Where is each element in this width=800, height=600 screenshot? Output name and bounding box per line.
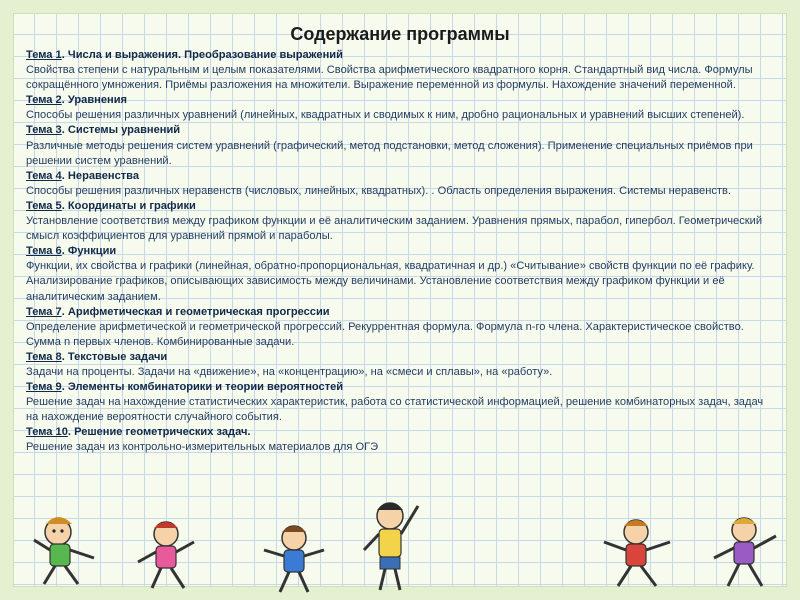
kid-red-shirt-illustration bbox=[586, 514, 686, 594]
topic-number: Тема 2 bbox=[26, 94, 62, 107]
kid-purple-shirt-illustration bbox=[700, 512, 790, 594]
topic-description: Функции, их свойства и графики (линейная, обратно-пропорциональная, квадратичная и др.) «Считывание» свойств функции по её графику. Анализирование графиков, описывающих зависимость между величинами. Установление соответствия между графиком функции и её аналитическим заданием. bbox=[26, 260, 755, 303]
kid-green-shirt-illustration bbox=[28, 512, 124, 592]
topics-list bbox=[26, 48, 766, 456]
topic-4: Тема 4. Неравенства Способы решения различных неравенств (числовых, линейных, квадратных). . Область определения выражения. Системы неравенств. bbox=[26, 169, 731, 197]
topic-6: Тема 6. Функции Функции, их свойства и графики (линейная, обратно-пропорциональная, квадратичная и др.) «Считывание» свойств функции по её графику. Анализирование графиков, описывающих зависимость между величинами. Установление соответствия между графиком функции и её аналитическим заданием. bbox=[26, 245, 755, 303]
topic-name: Числа и выражения. Преобразование выражений bbox=[67, 49, 343, 61]
topic-description: Способы решения различных неравенств (числовых, линейных, квадратных). . Область определения выражения. Системы неравенств. bbox=[26, 184, 731, 197]
topic-1: Тема 1. Числа и выражения. Преобразование выражений Свойства степени с натуральным и целым показателями. Свойства арифметического квадратного корня. Стандартный вид числа. Формулы сокращённого умножения. Приёмы разложения на множители. Выражение переменной из формулы. Нахождение значений переменной. bbox=[26, 49, 753, 92]
topic-description: Задачи на проценты. Задачи на «движение», на «концентрацию», на «смеси и сплавы», на «работу». bbox=[26, 365, 553, 378]
topic-description: Установление соответствия между графиком функции и её аналитическим заданием. Уравнения прямых, парабол, гипербол. Геометрический смысл коэффициентов для уравнений прямой и параболы. bbox=[26, 215, 763, 243]
topic-description: Различные методы решения систем уравнений (графический, метод подстановки, метод сложения). Применение специальных приёмов при решении систем уравнений. bbox=[26, 139, 753, 167]
topic-8: Тема 8. Текстовые задачи Задачи на проценты. Задачи на «движение», на «концентрацию», на «смеси и сплавы», на «работу». bbox=[26, 350, 553, 378]
topic-name: Уравнения bbox=[67, 94, 128, 107]
topic-2: Тема 2. Уравнения Способы решения различных уравнений (линейных, квадратных и сводимых к ним, дробно рациональных и уравнений высших степеней). bbox=[26, 94, 745, 122]
topic-number: Тема 3 bbox=[26, 124, 62, 137]
topic-number: Тема 5 bbox=[26, 199, 62, 212]
topic-name: Текстовые задачи bbox=[67, 350, 168, 363]
topic-name: Арифметическая и геометрическая прогрессии bbox=[67, 305, 330, 318]
kid-blue-shirt-illustration bbox=[250, 520, 340, 598]
topic-name: Неравенства bbox=[67, 169, 140, 182]
topic-name: Функции bbox=[67, 245, 117, 258]
topic-3: Тема 3. Системы уравнений Различные методы решения систем уравнений (графический, метод подстановки, метод сложения). Применение специальных приёмов при решении систем уравнений. bbox=[26, 124, 753, 167]
topic-number: Тема 10 bbox=[26, 426, 68, 439]
page-title: Содержание программы bbox=[290, 24, 510, 44]
topic-7: Тема 7. Арифметическая и геометрическая прогрессии Определение арифметической и геометрической прогрессий. Рекуррентная формула. Формула n-го члена. Характеристическое свойство. Сумма n первых членов. Комбинированные задачи. bbox=[26, 305, 744, 348]
topic-number: Тема 9 bbox=[26, 381, 62, 394]
topic-5: Тема 5. Координаты и графики Установление соответствия между графиком функции и её аналитическим заданием. Уравнения прямых, парабол, гипербол. Геометрический смысл коэффициентов для уравнений прямой и параболы. bbox=[26, 199, 763, 243]
topic-number: Тема 8 bbox=[26, 350, 62, 363]
topic-number: Тема 1 bbox=[26, 49, 62, 61]
topic-description: Решение задач из контрольно-измерительных материалов для ОГЭ bbox=[26, 441, 379, 454]
kid-yellow-shirt-illustration bbox=[352, 496, 428, 596]
topic-number: Тема 7 bbox=[26, 305, 62, 318]
topic-number: Тема 4 bbox=[26, 169, 62, 182]
topic-name: Решение геометрических задач. bbox=[74, 426, 251, 439]
topic-description: Способы решения различных уравнений (линейных, квадратных и сводимых к ним, дробно рациональных и уравнений высших степеней). bbox=[26, 109, 745, 122]
topic-name: Системы уравнений bbox=[67, 124, 181, 137]
topic-number: Тема 6 bbox=[26, 245, 62, 258]
topic-description: Определение арифметической и геометрической прогрессий. Рекуррентная формула. Формула n-го члена. Характеристическое свойство. Сумма n первых членов. Комбинированные задачи. bbox=[26, 320, 744, 348]
topic-description: Решение задач на нахождение статистических характеристик, работа со статистической информацией, решение комбинаторных задач, задач на нахождение вероятности случайного события. bbox=[26, 396, 764, 424]
topic-name: Элементы комбинаторики и теории вероятностей bbox=[67, 381, 344, 394]
topic-10: Тема 10. Решение геометрических задач. Решение задач из контрольно-измерительных материалов для ОГЭ bbox=[26, 426, 379, 454]
kid-pink-shirt-illustration bbox=[128, 518, 208, 594]
topic-name: Координаты и графики bbox=[67, 199, 196, 212]
topic-description: Свойства степени с натуральным и целым показателями. Свойства арифметического квадратного корня. Стандартный вид числа. Формулы сокращённого умножения. Приёмы разложения на множители. Выражение переменной из формулы. Нахождение значений переменной. bbox=[26, 64, 753, 92]
topic-9: Тема 9. Элементы комбинаторики и теории вероятностей Решение задач на нахождение статистических характеристик, работа со статистической информацией, решение комбинаторных задач, задач на нахождение вероятности случайного события. bbox=[26, 381, 764, 424]
